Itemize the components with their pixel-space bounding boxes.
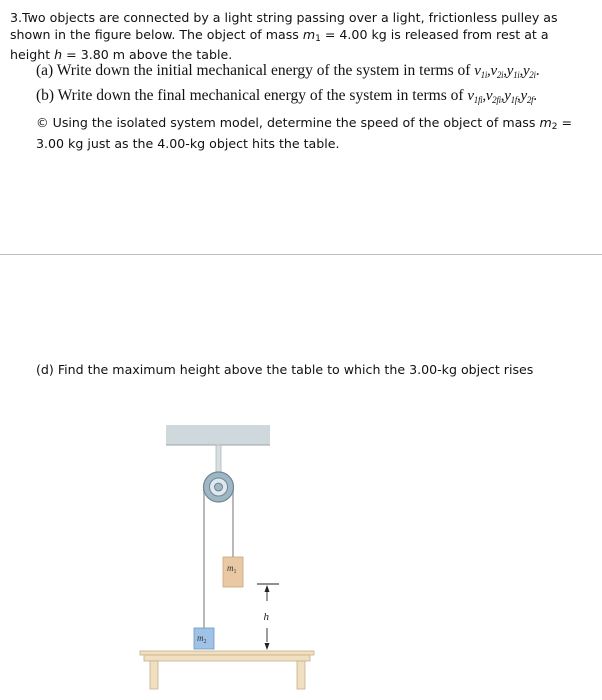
variable-symbol: $y_{2i}$ [522,63,536,80]
part-c-question: © Using the isolated system model, determine the speed of the object of mass m2 = 3.00 kg just as the 4.00-kg object hits the table. [36,115,586,152]
variable-symbol: $y_{2f}$ [520,88,534,105]
part-b-variables: $v_{1fi},v_{2fi},y_{1f},y_{2f}$ [467,88,534,105]
intro-line-2: shown in the figure below. The object of mass $m_1 = 4.00$ kg is released from rest at a [10,26,549,44]
variable-symbol: $v_{1i}$ [474,63,488,80]
intro-line-3: height h = 3.80 m above the table. [10,47,233,62]
variable-symbol: $v_{2fi}$ [485,88,501,105]
table [140,651,314,689]
part-d-question: (d) Find the maximum height above the table to which the 3.00-kg object rises [36,362,534,377]
h-label: h [263,611,269,623]
height-symbol: h [54,47,63,62]
variable-symbol: $y_{1f}$ [504,88,517,105]
section-divider [0,254,602,255]
problem-intro [10,10,585,64]
pulley [204,472,234,502]
mass-symbol: m [539,115,552,130]
m1-label: $m_1$ [227,563,237,575]
mass-symbol: m [302,26,316,42]
variable-symbol: $v_{1fi}$ [467,88,483,105]
variable-symbol: $y_{1i}$ [506,63,520,80]
atwood-machine-figure [130,425,330,690]
part-a-variables: $v_{1i},v_{2i},y_{1i},y_{2i}$ [474,63,536,80]
variable-symbol: $v_{2i}$ [490,63,504,80]
height-indicator [257,584,279,650]
part-a-question: (a) Write down the initial mechanical energy of the system in terms of $v_{1i},v_{2i},y_{1i},y_{2i}$. [36,62,540,80]
part-b-question: (b) Write down the final mechanical energy of the system in terms of $v_{1fi},v_{2fi},y_{1f},y_{2f}$. [36,87,538,105]
ceiling-support [166,425,270,445]
part-c-line-2: 3.00 kg just as the 4.00-kg object hits the table. [36,135,340,151]
intro-line-1: 3.Two objects are connected by a light string passing over a light, frictionless pulley as [10,10,558,25]
m2-label: $m_2$ [197,633,207,645]
